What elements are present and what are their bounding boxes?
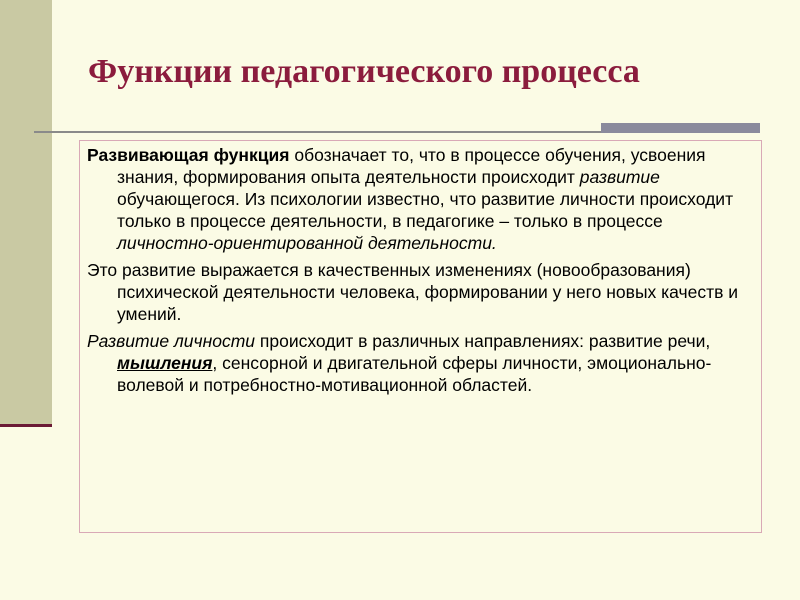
- paragraph-developing-function: [87, 144, 755, 254]
- paragraph-qualitative-changes: [87, 259, 755, 325]
- slide-body: [87, 144, 755, 401]
- paragraph-text: , сенсорной и двигательной сферы личности, эмоционально-волевой и потребностно-мотивационной областей.: [117, 353, 712, 395]
- title-divider-accent: [601, 123, 760, 133]
- emphasis-personality-oriented: личностно-ориентированной деятельности.: [117, 233, 497, 253]
- left-bar-accent: [0, 424, 52, 427]
- left-decorative-bar: [0, 0, 52, 424]
- paragraph-text: обучающегося. Из психологии известно, что развитие личности происходит только в процессе деятельности, в педагогике – только в процессе: [117, 189, 734, 231]
- term-personality-development: Развитие личности: [87, 331, 256, 351]
- paragraph-text: обозначает то, что в процессе обучения, усвоения знания, формирования опыта деятельности происходит: [117, 145, 706, 187]
- paragraph-directions: [87, 330, 755, 396]
- paragraph-text: Это развитие выражается в качественных изменениях (новообразования) психической деятельности человека, формировании у него новых качеств и умений.: [87, 260, 739, 324]
- emphasis-thinking: мышления: [117, 353, 213, 373]
- emphasis-development: развитие: [579, 167, 660, 187]
- slide-title: Функции педагогического процесса: [88, 53, 640, 90]
- term-developing-function: Развивающая функция: [87, 145, 290, 165]
- paragraph-text: происходит в различных направлениях: развитие речи,: [255, 331, 711, 351]
